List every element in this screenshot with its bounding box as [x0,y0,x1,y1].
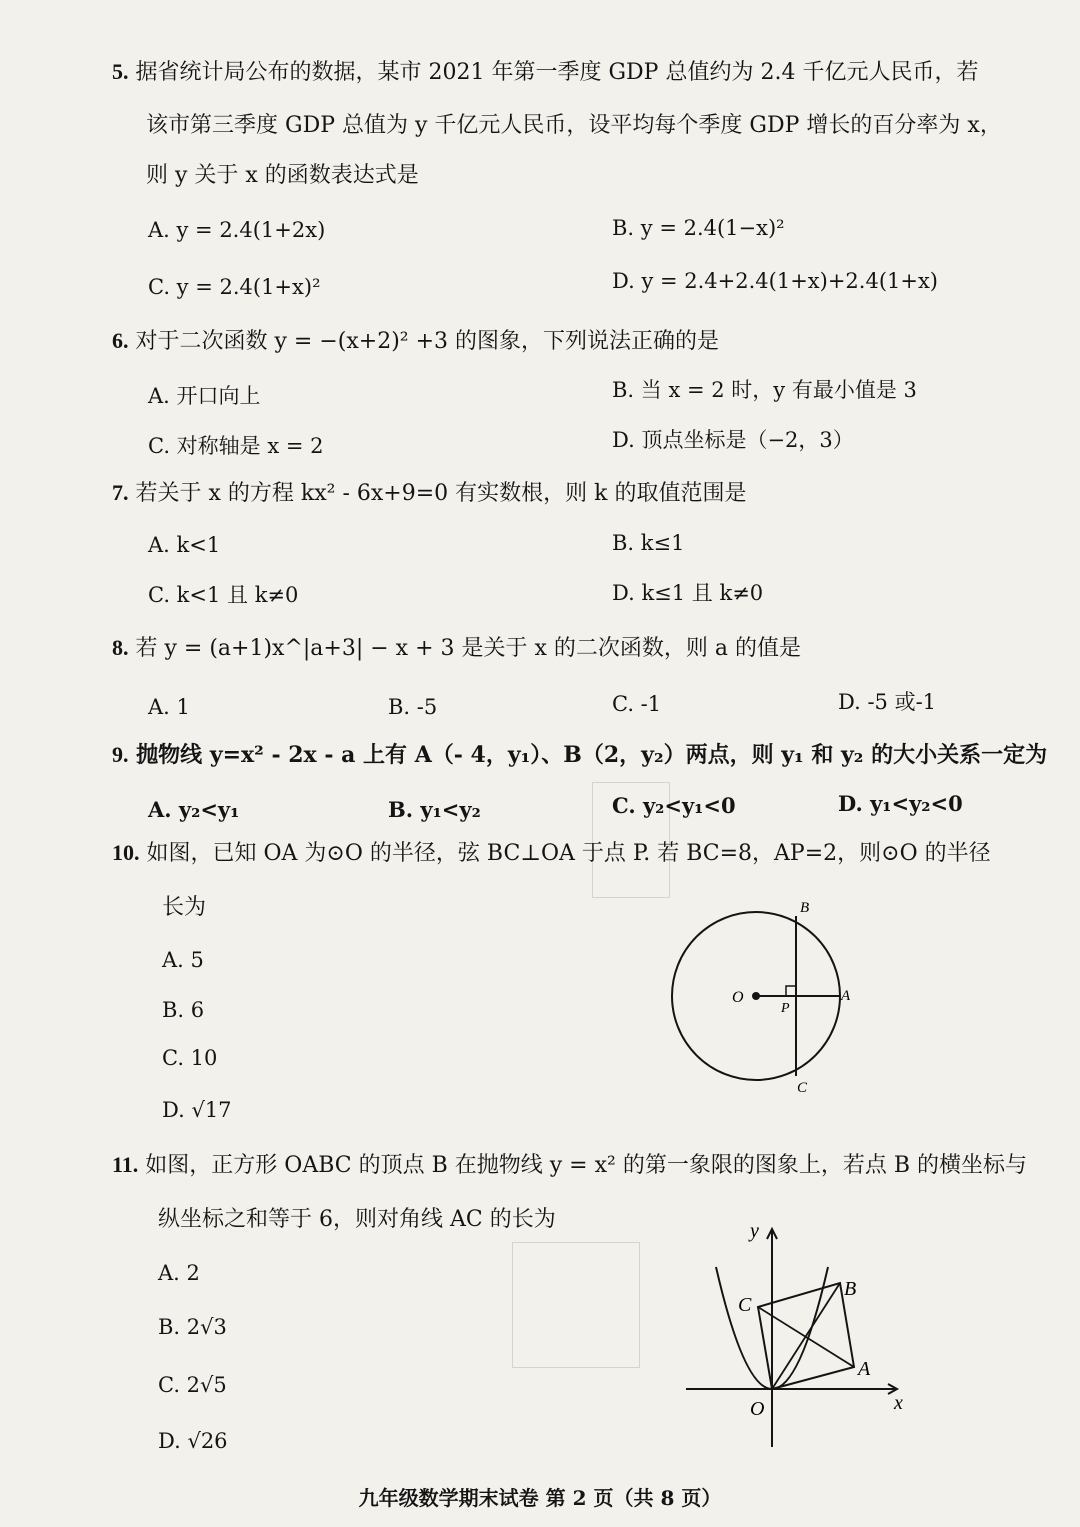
q8-option-a: A. 1 [148,695,190,719]
q5-option-d: D. y = 2.4+2.4(1+x)+2.4(1+x) [612,269,939,293]
q8-option-d: D. -5 或-1 [838,690,937,714]
parabola-figure [680,1215,920,1455]
label-x: x [894,1392,903,1414]
q6-option-c: C. 对称轴是 x = 2 [148,434,324,458]
circle-figure [660,890,850,1100]
q11-option-d: D. √26 [158,1429,228,1453]
q5-option-a: A. y = 2.4(1+2x) [148,218,326,242]
q5-line2: 该市第三季度 GDP 总值为 y 千亿元人民币，设平均每个季度 GDP 增长的百分率为 x， [146,113,1002,138]
q11-option-a: A. 2 [158,1261,200,1285]
q9-option-b: B. y₁<y₂ [388,797,481,822]
q10-option-d: D. √17 [162,1098,232,1122]
q5-option-b: B. y = 2.4(1−x)² [612,216,785,240]
label-c: C [797,1080,808,1096]
q10-option-b: B. 6 [162,998,205,1022]
q8-line1: 8. 若 y = (a+1)x^|a+3| − x + 3 是关于 x 的二次函数，则 a 的值是 [112,635,802,661]
q10-line2: 长为 [162,895,207,920]
q6-option-d: D. 顶点坐标是（−2，3） [612,428,854,452]
q11-option-c: C. 2√5 [158,1373,227,1397]
center-point [752,992,760,1000]
q5-option-c: C. y = 2.4(1+x)² [148,275,321,299]
q7-option-c: C. k<1 且 k≠0 [148,583,299,607]
label-c: C [738,1294,752,1316]
q6-option-b: B. 当 x = 2 时，y 有最小值是 3 [612,378,917,402]
label-origin: O [750,1398,765,1420]
q5-line1: 5. 据省统计局公布的数据，某市 2021 年第一季度 GDP 总值约为 2.4 千亿元人民币，若 [112,59,979,85]
label-a: A [858,1358,871,1380]
q10-line1: 10. 如图，已知 OA 为⊙O 的半径，弦 BC⊥OA 于点 P. 若 BC=8，AP=2，则⊙O 的半径 [112,840,991,866]
q10-option-c: C. 10 [162,1046,218,1070]
label-a: A [841,988,850,1004]
label-p: P [781,1001,790,1016]
q8-option-c: C. -1 [612,692,662,716]
bleed-through-square [512,1242,640,1368]
q11-line1: 11. 如图，正方形 OABC 的顶点 B 在抛物线 y = x² 的第一象限的图象上，若点 B 的横坐标与 [112,1152,1027,1178]
q7-option-a: A. k<1 [148,533,221,557]
q10-option-a: A. 5 [162,948,204,972]
label-o: O [732,989,744,1006]
q7-line1: 7. 若关于 x 的方程 kx² - 6x+9=0 有实数根，则 k 的取值范围是 [112,480,747,506]
q11-option-b: B. 2√3 [158,1315,227,1339]
q6-option-a: A. 开口向上 [148,384,261,408]
q7-option-b: B. k≤1 [612,531,685,555]
q11-line2: 纵坐标之和等于 6，则对角线 AC 的长为 [158,1207,556,1232]
q6-line1: 6. 对于二次函数 y = −(x+2)² +3 的图象，下列说法正确的是 [112,328,720,354]
right-angle-mark [786,986,796,996]
label-y: y [750,1220,759,1242]
label-b: B [800,900,810,916]
page-footer: 九年级数学期末试卷 第 2 页（共 8 页） [358,1486,722,1510]
label-b: B [844,1278,857,1300]
q9-option-c: C. y₂<y₁<0 [612,793,736,818]
q9-option-a: A. y₂<y₁ [148,797,240,822]
q5-line3: 则 y 关于 x 的函数表达式是 [146,163,419,188]
q9-option-d: D. y₁<y₂<0 [838,791,963,816]
q7-option-d: D. k≤1 且 k≠0 [612,581,764,605]
q8-option-b: B. -5 [388,695,438,719]
q9-line1: 9. 抛物线 y=x² - 2x - a 上有 A（- 4，y₁）、B（2，y₂）两点，则 y₁ 和 y₂ 的大小关系一定为 [112,742,1048,768]
